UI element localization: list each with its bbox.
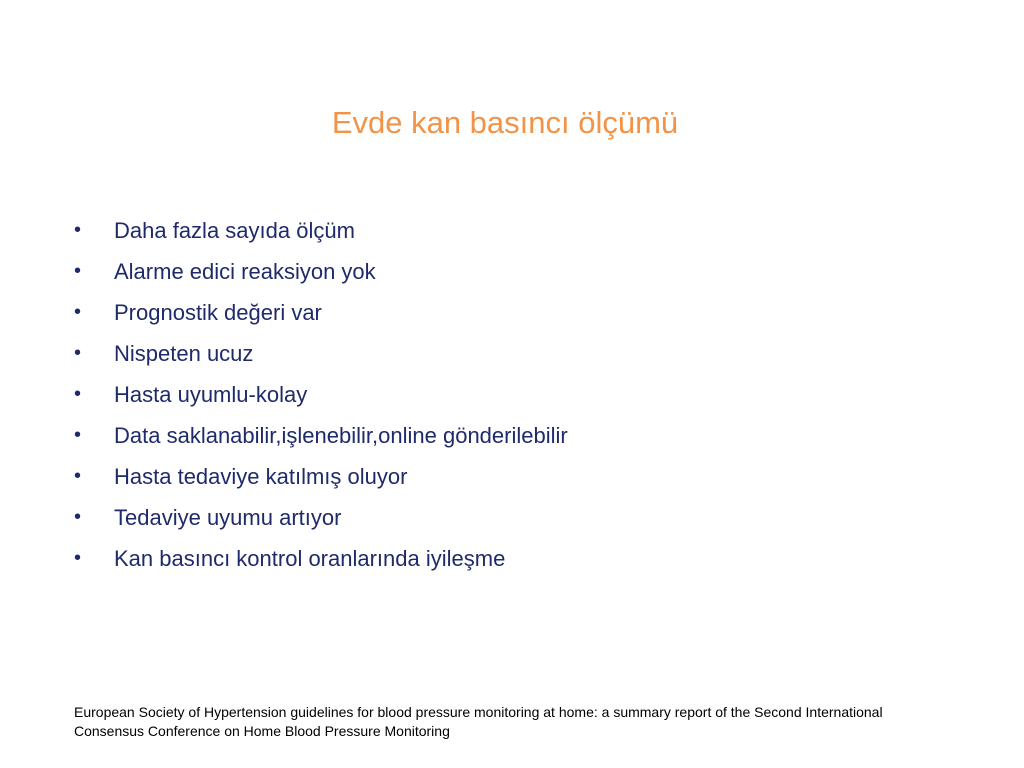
bullet-text: Tedaviye uyumu artıyor	[114, 505, 342, 530]
list-item	[72, 292, 568, 333]
slide-title: Evde kan basıncı ölçümü	[331, 105, 679, 140]
bullet-icon: •	[74, 260, 82, 282]
bullet-text: Kan basıncı kontrol oranlarında iyileşme	[114, 546, 506, 571]
bullet-icon: •	[74, 383, 82, 405]
bullet-icon: •	[74, 465, 82, 487]
bullet-icon: •	[74, 342, 82, 364]
bullet-icon: •	[74, 301, 82, 323]
bullet-icon: •	[74, 506, 82, 528]
bullet-icon: •	[74, 219, 82, 241]
list-item	[72, 456, 568, 497]
bullet-text: Prognostik değeri var	[114, 300, 322, 325]
bullet-icon: •	[74, 424, 82, 446]
list-item	[72, 538, 568, 579]
bullet-list	[72, 210, 568, 579]
list-item	[72, 251, 568, 292]
bullet-text: Alarme edici reaksiyon yok	[114, 259, 376, 284]
list-item	[72, 497, 568, 538]
list-item	[72, 415, 568, 456]
bullet-text: Nispeten ucuz	[114, 341, 254, 366]
bullet-text: Data saklanabilir,işlenebilir,online gönderilebilir	[114, 423, 568, 448]
reference-citation: European Society of Hypertension guidelines for blood pressure monitoring at home: a summary report of the Second International Consensus Conference on Home Blood Pressure Monitoring	[74, 704, 883, 739]
list-item	[72, 210, 568, 251]
list-item	[72, 374, 568, 415]
bullet-text: Daha fazla sayıda ölçüm	[114, 218, 355, 243]
bullet-icon: •	[74, 547, 82, 569]
bullet-text: Hasta tedaviye katılmış oluyor	[114, 464, 408, 489]
bullet-text: Hasta uyumlu-kolay	[114, 382, 308, 407]
list-item	[72, 333, 568, 374]
